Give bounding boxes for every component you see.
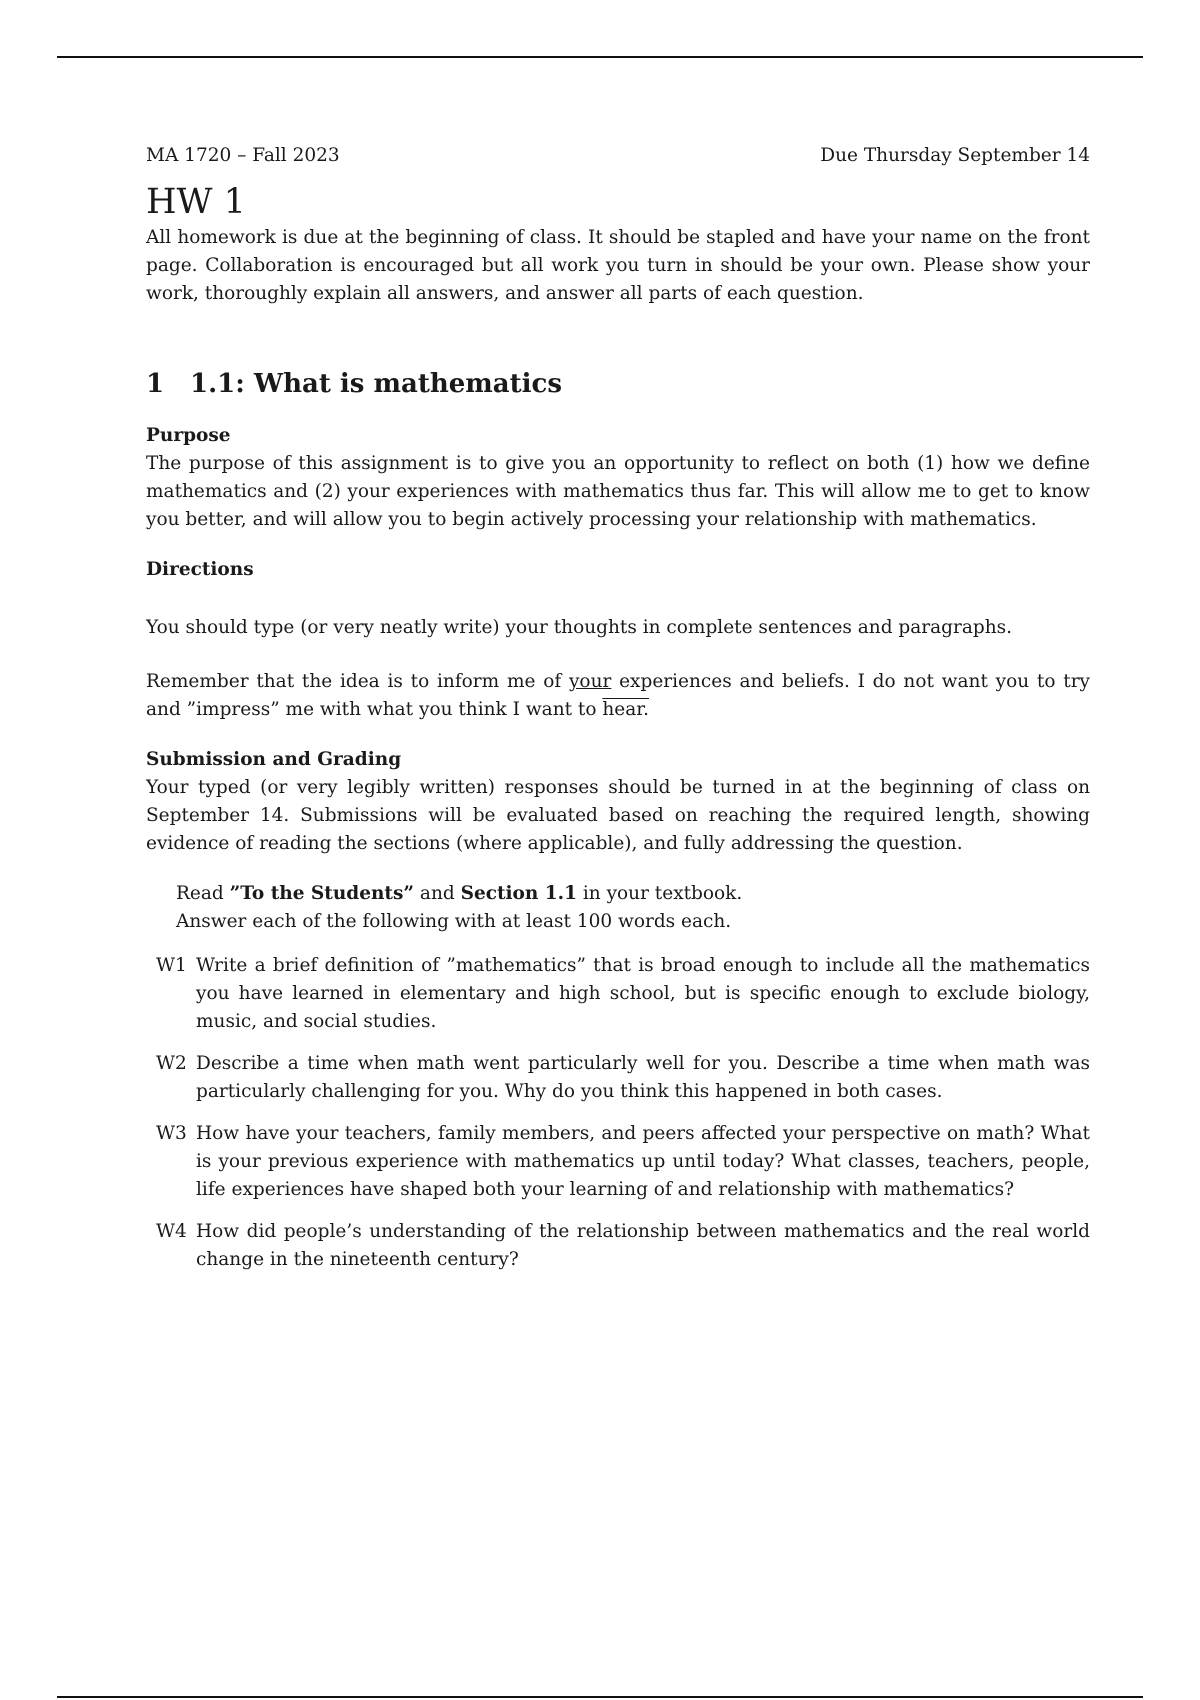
bottom-rule — [57, 1696, 1143, 1698]
course-label: MA 1720 – Fall 2023 — [146, 145, 340, 166]
page-title: HW 1 — [146, 182, 246, 222]
question-label: W3 — [156, 1123, 187, 1144]
directions-text-a: Remember that the idea is to inform me of — [146, 671, 569, 692]
answer-line: Answer each of the following with at least 100 words each. — [176, 911, 732, 932]
question-item — [146, 1218, 1090, 1274]
section-number: 1 — [146, 369, 165, 399]
due-date: Due Thursday September 14 — [820, 145, 1090, 166]
top-rule — [57, 56, 1143, 58]
question-item — [146, 1120, 1090, 1204]
intro-paragraph: All homework is due at the beginning of class. It should be stapled and have your name on the front page. Collaboration is encouraged but all work you turn in should be your own. Please show your work, thoroughly explain all answers, and answer all parts of each question. — [146, 227, 1090, 304]
directions-your: your — [568, 671, 612, 692]
question-text: Describe a time when math went particularly well for you. Describe a time when math was particularly challenging for you. Why do you think this happened in both cases. — [196, 1053, 1090, 1102]
directions-paragraph-1: You should type (or very neatly write) your thoughts in complete sentences and paragraphs. — [146, 617, 1013, 638]
submission-text: Your typed (or very legibly written) responses should be turned in at the beginning of class on September 14. Submissions will be evaluated based on reaching the required length, showing evidence of reading the sections (where applicable), and fully addressing the question. — [146, 777, 1090, 854]
read-line — [176, 880, 1090, 908]
directions-heading: Directions — [146, 559, 254, 580]
section-title: 1.1: What is mathematics — [190, 369, 562, 399]
question-label: W1 — [156, 955, 187, 976]
read-prefix: Read — [176, 883, 230, 904]
question-label: W4 — [156, 1221, 187, 1242]
page-content — [146, 142, 1090, 1288]
question-text: How have your teachers, family members, and peers affected your perspective on math? What is your previous experience with mathematics up until today? What classes, teachers, people, life experiences have shaped both your learning of and relationship with mathematics? — [196, 1123, 1090, 1200]
directions-text-b: experiences and beliefs. I do not want you to try and ”impress” me with what you think I want to — [146, 671, 1091, 720]
question-item — [146, 1050, 1090, 1106]
section-heading — [146, 368, 1090, 400]
directions-paragraph-2 — [146, 668, 1090, 724]
question-text: How did people’s understanding of the relationship between mathematics and the real world change in the nineteenth century? — [196, 1221, 1090, 1270]
read-bold-1: ”To the Students” — [229, 883, 415, 904]
read-mid: and — [414, 883, 461, 904]
purpose-text: The purpose of this assignment is to give you an opportunity to reflect on both (1) how we define mathematics and (2) your experiences with mathematics thus far. This will allow me to get to know you better, and will allow you to begin actively processing your relationship with mathematics. — [146, 453, 1090, 530]
directions-hear: hear. — [602, 699, 649, 720]
question-list — [146, 952, 1090, 1274]
question-item — [146, 952, 1090, 1036]
purpose-heading: Purpose — [146, 425, 231, 446]
read-bold-2: Section 1.1 — [460, 883, 577, 904]
submission-heading: Submission and Grading — [146, 749, 402, 770]
page-header — [146, 142, 1090, 170]
question-label: W2 — [156, 1053, 187, 1074]
question-text: Write a brief definition of ”mathematics” that is broad enough to include all the mathematics you have learned in elementary and high school, but is specific enough to exclude biology, music, and social studies. — [196, 955, 1090, 1032]
read-suffix: in your textbook. — [576, 883, 743, 904]
reading-instructions — [146, 880, 1090, 936]
